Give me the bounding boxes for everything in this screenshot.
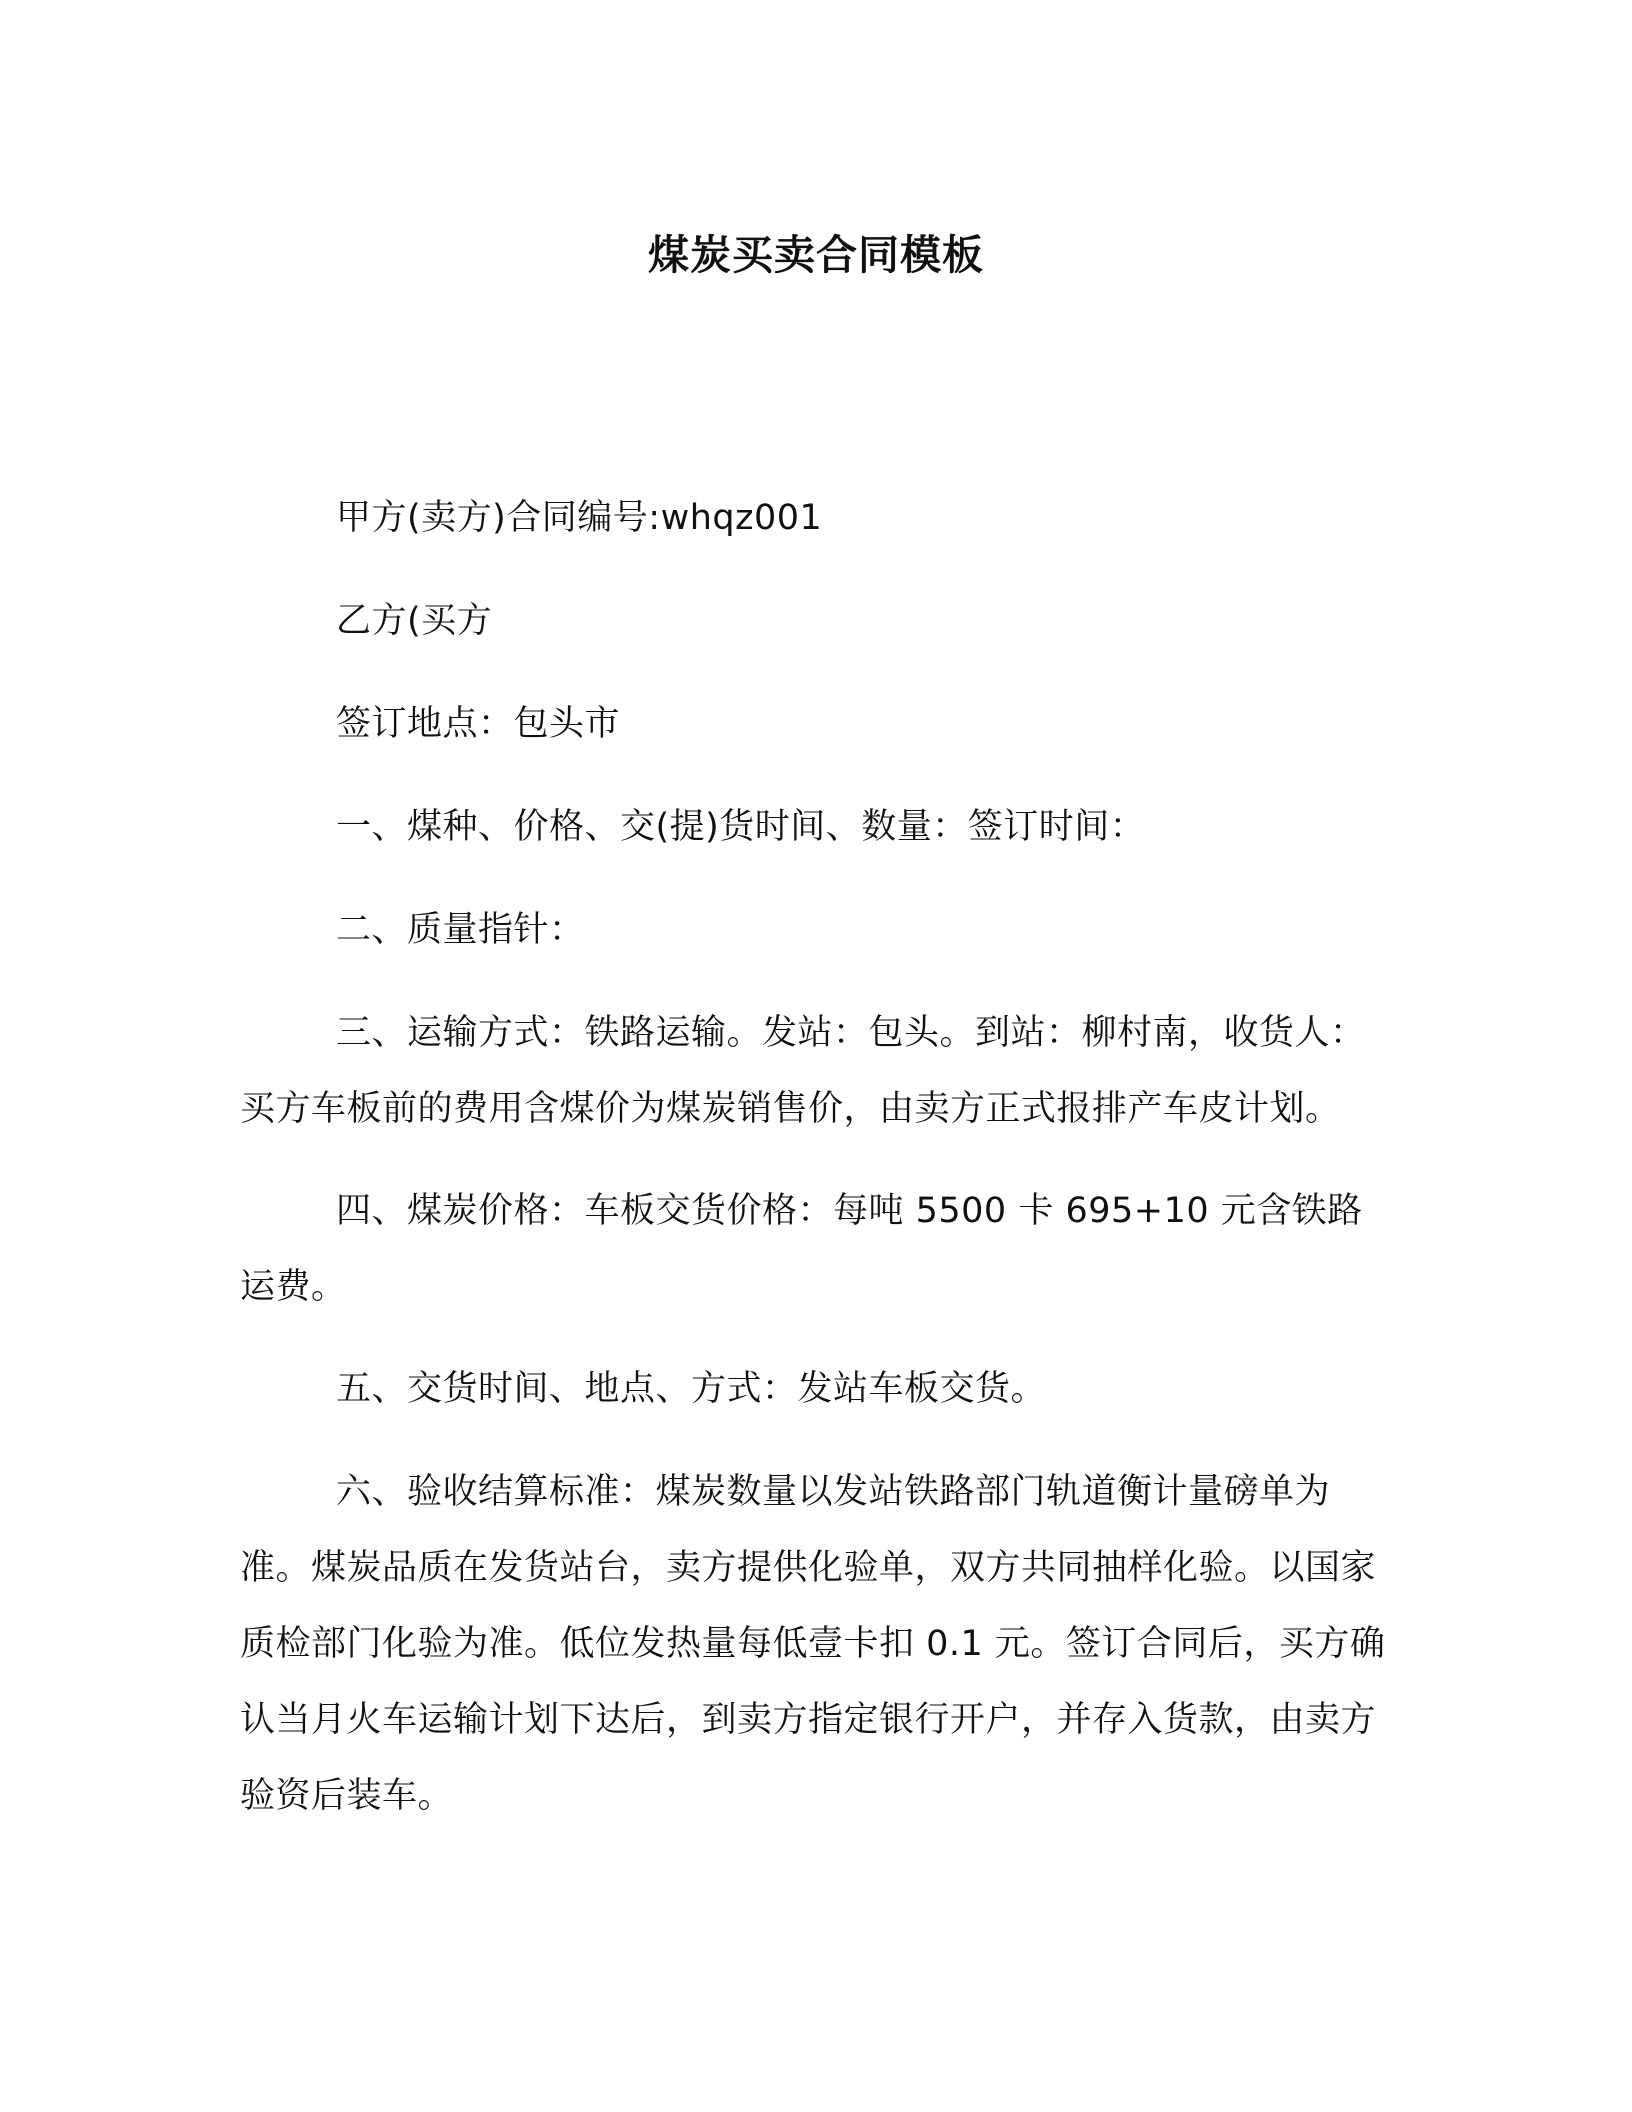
party-b-line: 乙方(买方 bbox=[336, 601, 493, 641]
clause-1: 一、煤种、价格、交(提)货时间、数量：签订时间： bbox=[336, 807, 1146, 847]
clause-2: 二、质量指针： bbox=[336, 910, 585, 950]
clause-4: 四、煤炭价格：车板交货价格：每吨 5500 卡 695+10 元含铁路运费。 bbox=[240, 1191, 1363, 1307]
party-a-line: 甲方(卖方)合同编号:whqz001 bbox=[336, 498, 823, 538]
document-title: 煤炭买卖合同模板 bbox=[648, 231, 984, 279]
clause-3: 三、运输方式：铁路运输。发站：包头。到站：柳村南，收货人：买方车板前的费用含煤价为煤炭销售价，由卖方正式报排产车皮计划。 bbox=[240, 1013, 1366, 1129]
signing-place-line: 签订地点：包头市 bbox=[336, 704, 621, 744]
clause-6: 六、验收结算标准：煤炭数量以发站铁路部门轨道衡计量磅单为准。煤炭品质在发货站台，卖方提供化验单，双方共同抽样化验。以国家质检部门化验为准。低位发热量每低壹卡扣 0.1 元。签订合同后，买方确认当月火车运输计划下达后，到卖方指定银行开户，并存入货款，由卖方验资后装车。 bbox=[240, 1472, 1386, 1816]
clause-5: 五、交货时间、地点、方式：发站车板交货。 bbox=[336, 1369, 1047, 1409]
